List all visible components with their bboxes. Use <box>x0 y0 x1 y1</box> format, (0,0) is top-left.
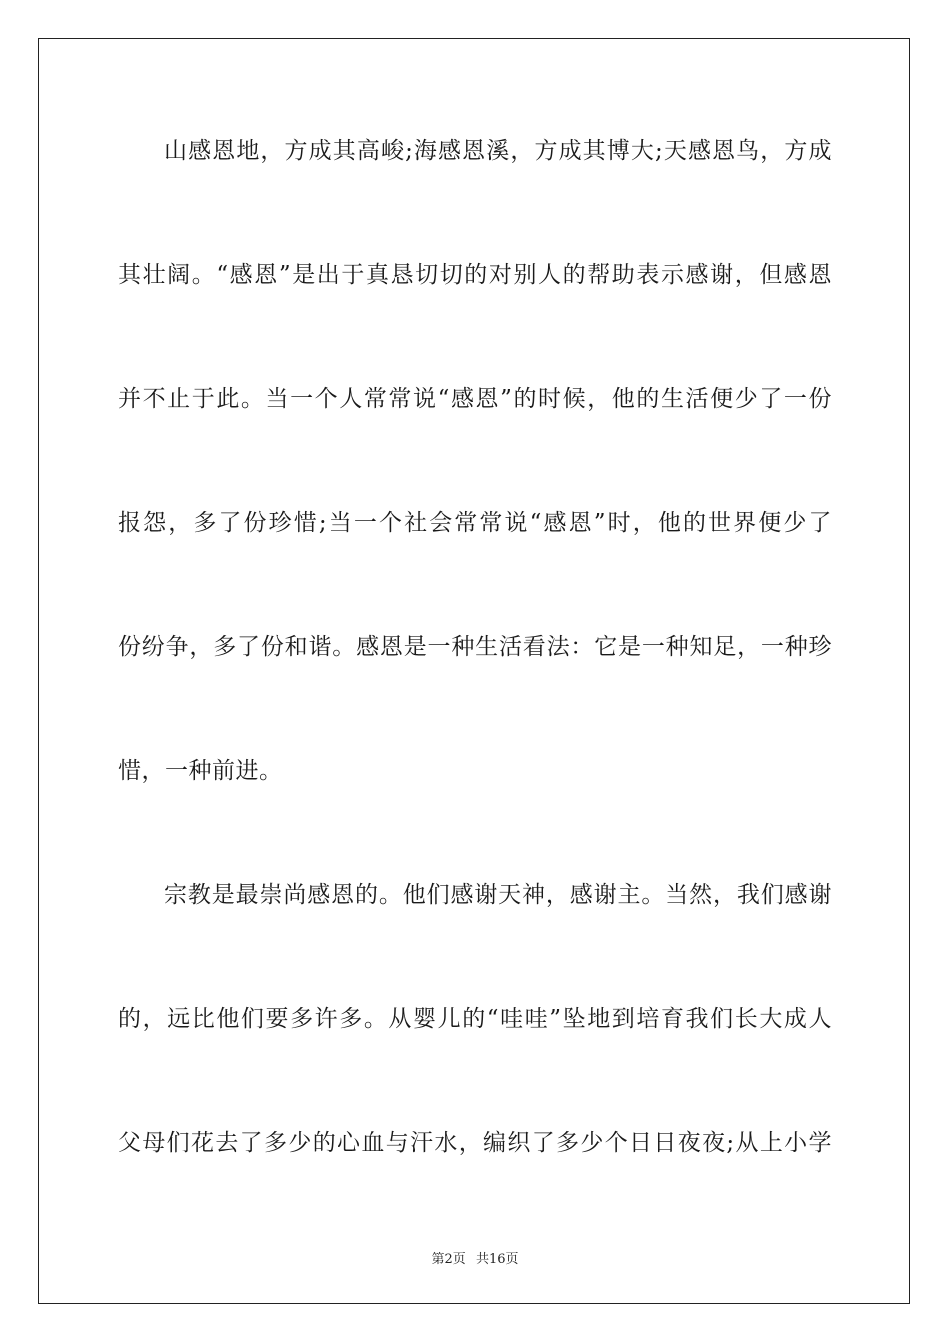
paragraph-line: 父母们花去了多少的心血与汗水，编织了多少个日日夜夜;从上小学 <box>118 1130 832 1156</box>
page-number: 第2页 <box>431 1252 466 1267</box>
paragraph-line: 惜，一种前进。 <box>118 758 283 784</box>
page-border <box>38 38 910 1304</box>
paragraph-line: 份纷争，多了份和谐。感恩是一种生活看法：它是一种知足，一种珍 <box>118 634 832 660</box>
paragraph-line: 并不止于此。当一个人常常说“感恩”的时候，他的生活便少了一份 <box>118 386 832 412</box>
paragraph-line: 山感恩地，方成其高峻;海感恩溪，方成其博大;天感恩鸟，方成 <box>164 138 832 164</box>
page-footer <box>0 1248 950 1267</box>
paragraph-line: 报怨，多了份珍惜;当一个社会常常说“感恩”时，他的世界便少了 <box>118 510 832 536</box>
page-total: 共16页 <box>475 1252 519 1267</box>
paragraph-line: 的，远比他们要多许多。从婴儿的“哇哇”坠地到培育我们长大成人 <box>118 1006 832 1032</box>
paragraph-line: 其壮阔。“感恩”是出于真恳切切的对别人的帮助表示感谢，但感恩 <box>118 262 832 288</box>
paragraph-line: 宗教是最崇尚感恩的。他们感谢天神，感谢主。当然，我们感谢 <box>164 882 832 908</box>
